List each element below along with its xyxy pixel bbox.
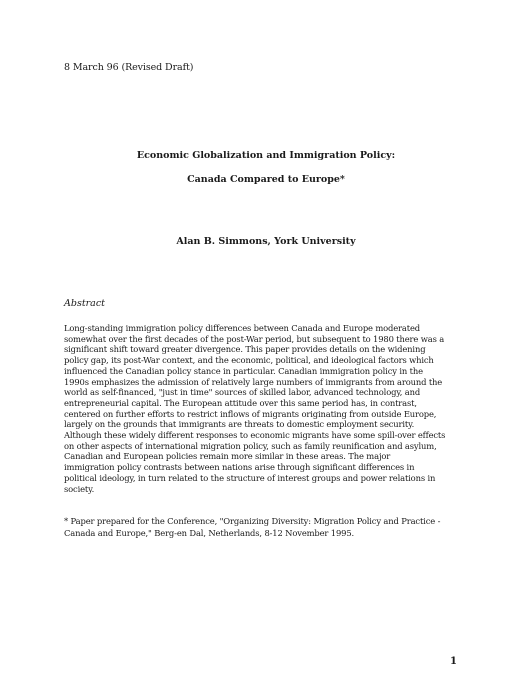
page-number: 1	[450, 656, 457, 667]
footnote-line-1: * Paper prepared for the Conference, "Organizing Diversity: Migration Policy and Practice -	[64, 516, 441, 526]
paper-title-line-2: Canada Compared to Europe*	[187, 174, 345, 185]
footnote	[64, 515, 484, 539]
abstract-line: on other aspects of international migration policy, such as family reunification and asylum,	[64, 440, 437, 451]
abstract-line: influenced the Canadian policy stance in particular. Canadian immigration policy in the	[64, 365, 423, 376]
abstract-line: society.	[64, 483, 95, 494]
draft-date-line: 8 March 96 (Revised Draft)	[64, 62, 194, 73]
abstract-line: policy gap, its post-War context, and the economic, political, and ideological factors which	[64, 355, 434, 366]
abstract-line: somewhat over the first decades of the post-War period, but subsequent to 1980 there was a	[64, 333, 445, 344]
abstract-line: Long-standing immigration policy differences between Canada and Europe moderated	[64, 323, 420, 333]
abstract-line: Canadian and European policies remain more similar in these areas. The major	[64, 451, 391, 462]
abstract-line: political ideology, in turn related to the structure of interest groups and power relations in	[64, 472, 436, 483]
abstract-line: 1990s emphasizes the admission of relatively large numbers of immigrants from around the	[64, 376, 443, 387]
footnote-line-2: Canada and Europe," Berg-en Dal, Netherlands, 8-12 November 1995.	[64, 528, 355, 538]
abstract-line: entrepreneurial capital. The European attitude over this same period has, in contrast,	[64, 397, 417, 408]
abstract-line: centered on further efforts to restrict inflows of migrants originating from outside Europe,	[64, 408, 437, 419]
abstract-line: Although these widely different responses to economic migrants have some spill-over effects	[64, 430, 446, 441]
abstract-line: world as self-financed, "just in time" sources of skilled labor, advanced technology, and	[64, 387, 421, 398]
paper-title-line-1: Economic Globalization and Immigration Policy:	[136, 150, 396, 161]
abstract-line: immigration policy contrasts between nations arise through significant differences in	[64, 462, 415, 473]
abstract-heading: Abstract	[64, 298, 105, 309]
abstract-line: significant shift toward greater divergence. This paper provides details on the widening	[64, 344, 426, 355]
author-affiliation: Alan B. Simmons, York University	[176, 236, 356, 247]
abstract-body	[64, 323, 482, 494]
abstract-line: largely on the grounds that immigrants are threats to domestic employment security.	[64, 419, 415, 430]
